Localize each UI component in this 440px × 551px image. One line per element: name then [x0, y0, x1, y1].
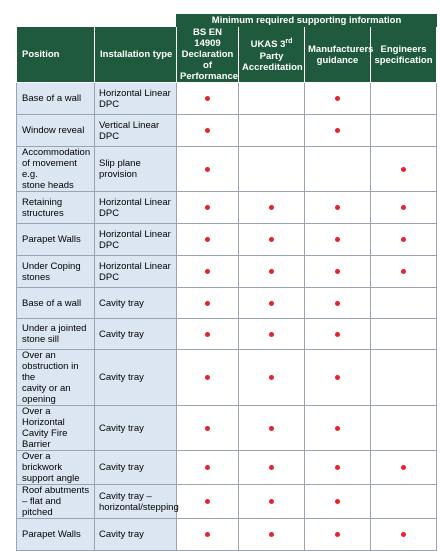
engineers-specification-cell [371, 485, 437, 519]
column-header-bs-en-14909 [177, 27, 239, 83]
position-cell [17, 350, 95, 406]
installation-type-cell [95, 224, 177, 256]
installation-text-line: Cavity tray [99, 462, 144, 473]
manufacturers-guidance-cell [305, 256, 371, 288]
installation-type-cell [95, 147, 177, 192]
manufacturers-guidance-cell [305, 288, 371, 319]
required-dot-icon [205, 205, 210, 210]
ukas-cell [239, 319, 305, 350]
installation-text-line: DPC [99, 271, 120, 283]
position-text-line: Retaining [22, 196, 63, 208]
required-dot-icon [335, 237, 340, 242]
position-text-line: Over an [22, 350, 56, 361]
position-cell [17, 451, 95, 485]
required-dot-icon [335, 332, 340, 337]
requirements-table-container [16, 14, 436, 551]
position-text-line: support angle [22, 473, 80, 484]
table-body [17, 83, 437, 551]
position-text-line: structures [22, 207, 64, 219]
position-text-line: Cavity Fire [22, 428, 68, 439]
required-dot-icon [401, 532, 406, 537]
position-cell [17, 256, 95, 288]
ukas-cell [239, 350, 305, 406]
required-dot-icon [401, 167, 406, 172]
installation-type-cell [95, 350, 177, 406]
manufacturers-guidance-cell [305, 147, 371, 192]
manufacturers-guidance-cell [305, 83, 371, 115]
installation-text-line: Slip plane [99, 158, 141, 169]
table-row [17, 83, 437, 115]
table-row [17, 319, 437, 350]
engineers-specification-cell [371, 451, 437, 485]
required-dot-icon [335, 269, 340, 274]
engineers-specification-cell [371, 192, 437, 224]
mfr-line-1: Manufacturers [308, 43, 374, 55]
ukas-cell [239, 485, 305, 519]
position-text-line: – flat and pitched [22, 496, 62, 518]
column-header-manufacturers-guidance [305, 27, 374, 83]
position-cell [17, 485, 95, 519]
required-dot-icon [205, 128, 210, 133]
engineers-specification-cell [371, 350, 437, 406]
ukas-line-1: UKAS 3 [250, 39, 286, 51]
column-header-ukas [239, 27, 305, 83]
table-row [17, 350, 437, 406]
required-dot-icon [269, 426, 274, 431]
ukas-cell [239, 451, 305, 485]
position-text-line: Roof abutments [22, 485, 90, 496]
table-row [17, 224, 437, 256]
required-dot-icon [335, 375, 340, 380]
installation-type-cell [95, 115, 177, 147]
engineers-specification-cell [371, 319, 437, 350]
bs-en-14909-cell [177, 406, 239, 451]
required-dot-icon [335, 532, 340, 537]
bs-line-4: Performance [180, 71, 239, 82]
super-header-title: Minimum required supporting information [177, 15, 437, 27]
required-dot-icon [269, 375, 274, 380]
installation-type-cell [95, 485, 177, 519]
position-text-line: Over a Horizontal [22, 406, 65, 428]
table-row [17, 451, 437, 485]
bs-en-14909-cell [177, 485, 239, 519]
ukas-superscript: rd [285, 38, 293, 46]
required-dot-icon [269, 269, 274, 274]
required-dot-icon [205, 375, 210, 380]
required-dot-icon [269, 205, 274, 210]
position-text-line: Window reveal [22, 125, 85, 136]
engineers-specification-cell [371, 256, 437, 288]
ukas-cell [239, 147, 305, 192]
table-row [17, 256, 437, 288]
eng-line-1: Engineers [380, 43, 427, 55]
required-dot-icon [401, 465, 406, 470]
installation-type-cell [95, 451, 177, 485]
required-dot-icon [269, 237, 274, 242]
position-cell [17, 288, 95, 319]
bs-en-14909-cell [177, 83, 239, 115]
required-dot-icon [205, 426, 210, 431]
engineers-specification-cell [371, 288, 437, 319]
table-row [17, 519, 437, 551]
column-header-position: Position [17, 27, 95, 83]
engineers-specification-cell [371, 406, 437, 451]
position-text-line: obstruction in the [22, 361, 79, 383]
table-row [17, 288, 437, 319]
table-row [17, 485, 437, 519]
installation-text-line: DPC [99, 207, 120, 219]
required-dot-icon [335, 128, 340, 133]
manufacturers-guidance-cell [305, 485, 371, 519]
engineers-specification-cell [371, 147, 437, 192]
required-dot-icon [335, 205, 340, 210]
required-dot-icon [205, 269, 210, 274]
bs-en-14909-cell [177, 224, 239, 256]
bs-en-14909-cell [177, 192, 239, 224]
bs-en-14909-cell [177, 115, 239, 147]
installation-type-cell [95, 319, 177, 350]
installation-text-line: Vertical Linear [99, 119, 160, 131]
installation-type-cell [95, 406, 177, 451]
required-dot-icon [335, 465, 340, 470]
installation-text-line: Horizontal Linear [99, 87, 171, 99]
installation-text-line: DPC [99, 130, 120, 142]
installation-text-line: Cavity tray [99, 372, 144, 383]
ukas-cell [239, 256, 305, 288]
position-text-line: stone heads [22, 180, 74, 191]
manufacturers-guidance-cell [305, 451, 371, 485]
ukas-cell [239, 115, 305, 147]
required-dot-icon [205, 332, 210, 337]
position-text-line: stones [22, 271, 50, 283]
ukas-cell [239, 519, 305, 551]
position-text-line: Accommodation [22, 147, 91, 158]
position-cell [17, 319, 95, 350]
required-dot-icon [205, 532, 210, 537]
position-text-line: Base of a wall [22, 297, 82, 309]
ukas-line-2: Party [259, 50, 284, 62]
table-row [17, 192, 437, 224]
column-header-row [17, 27, 437, 83]
installation-text-line: Horizontal Linear [99, 228, 171, 240]
required-dot-icon [205, 301, 210, 306]
ukas-cell [239, 83, 305, 115]
required-dot-icon [335, 96, 340, 101]
ukas-cell [239, 224, 305, 256]
installation-type-cell [95, 83, 177, 115]
required-dot-icon [269, 465, 274, 470]
required-dot-icon [401, 205, 406, 210]
manufacturers-guidance-cell [305, 350, 371, 406]
ukas-cell [239, 192, 305, 224]
engineers-specification-cell [371, 224, 437, 256]
required-dot-icon [335, 426, 340, 431]
position-cell [17, 519, 95, 551]
position-cell [17, 406, 95, 451]
position-text-line: Over a brickwork [22, 451, 63, 473]
required-dot-icon [205, 96, 210, 101]
bs-en-14909-cell [177, 147, 239, 192]
position-cell [17, 224, 95, 256]
installation-text-line: Cavity tray [99, 328, 144, 340]
bs-en-14909-cell [177, 451, 239, 485]
bs-en-14909-cell [177, 519, 239, 551]
ukas-cell [239, 288, 305, 319]
installation-type-cell [95, 288, 177, 319]
required-dot-icon [205, 167, 210, 172]
manufacturers-guidance-cell [305, 319, 371, 350]
bs-en-14909-cell [177, 288, 239, 319]
manufacturers-guidance-cell [305, 224, 371, 256]
bs-line-3: of [203, 60, 212, 71]
installation-text-line: Cavity tray [99, 422, 144, 434]
manufacturers-guidance-cell [305, 192, 371, 224]
installation-text-line: Cavity tray [99, 297, 144, 309]
eng-line-2: specification [374, 54, 433, 66]
required-dot-icon [401, 237, 406, 242]
column-header-installation-type: Installation type [95, 27, 177, 83]
installation-text-line: provision [99, 169, 138, 180]
required-dot-icon [205, 465, 210, 470]
bs-line-2: Declaration [181, 49, 234, 60]
column-header-engineers-specification [371, 27, 437, 83]
bs-line-1: BS EN 14909 [192, 27, 223, 49]
position-cell [17, 192, 95, 224]
position-text-line: Base of a wall [22, 93, 82, 104]
manufacturers-guidance-cell [305, 115, 371, 147]
position-cell [17, 83, 95, 115]
position-text-line: Under a jointed [22, 323, 87, 334]
installation-text-line: DPC [99, 239, 120, 251]
mfr-line-2: guidance [316, 54, 359, 66]
bs-en-14909-cell [177, 319, 239, 350]
position-text-line: stone sill [22, 334, 59, 345]
installation-type-cell [95, 256, 177, 288]
ukas-cell [239, 406, 305, 451]
required-dot-icon [335, 301, 340, 306]
table-row [17, 147, 437, 192]
table-row [17, 115, 437, 147]
requirements-table [16, 14, 437, 551]
table-row [17, 406, 437, 451]
required-dot-icon [269, 332, 274, 337]
bs-en-14909-cell [177, 256, 239, 288]
required-dot-icon [269, 532, 274, 537]
installation-text-line: DPC [99, 98, 120, 110]
installation-text-line: Horizontal Linear [99, 260, 171, 272]
position-text-line: Parapet Walls [22, 529, 81, 540]
required-dot-icon [401, 269, 406, 274]
installation-text-line: Cavity tray – [99, 490, 152, 502]
installation-type-cell [95, 519, 177, 551]
position-text-line: Parapet Walls [22, 234, 81, 245]
super-header-row [17, 15, 437, 27]
position-text-line: opening [22, 394, 56, 405]
required-dot-icon [269, 301, 274, 306]
position-text-line: cavity or an [22, 383, 71, 394]
position-text-line: of movement e.g. [22, 158, 77, 180]
installation-text-line: Horizontal Linear [99, 196, 171, 208]
engineers-specification-cell [371, 519, 437, 551]
engineers-specification-cell [371, 83, 437, 115]
position-text-line: Barrier [22, 439, 51, 450]
position-text-line: Under Coping [22, 260, 81, 272]
installation-type-cell [95, 192, 177, 224]
installation-text-line: Cavity tray [99, 529, 144, 540]
position-cell [17, 115, 95, 147]
bs-en-14909-cell [177, 350, 239, 406]
position-cell [17, 147, 95, 192]
manufacturers-guidance-cell [305, 519, 371, 551]
installation-text-line: horizontal/stepping [99, 501, 179, 513]
engineers-specification-cell [371, 115, 437, 147]
manufacturers-guidance-cell [305, 406, 371, 451]
required-dot-icon [205, 237, 210, 242]
ukas-line-3: Accreditation [242, 61, 303, 73]
